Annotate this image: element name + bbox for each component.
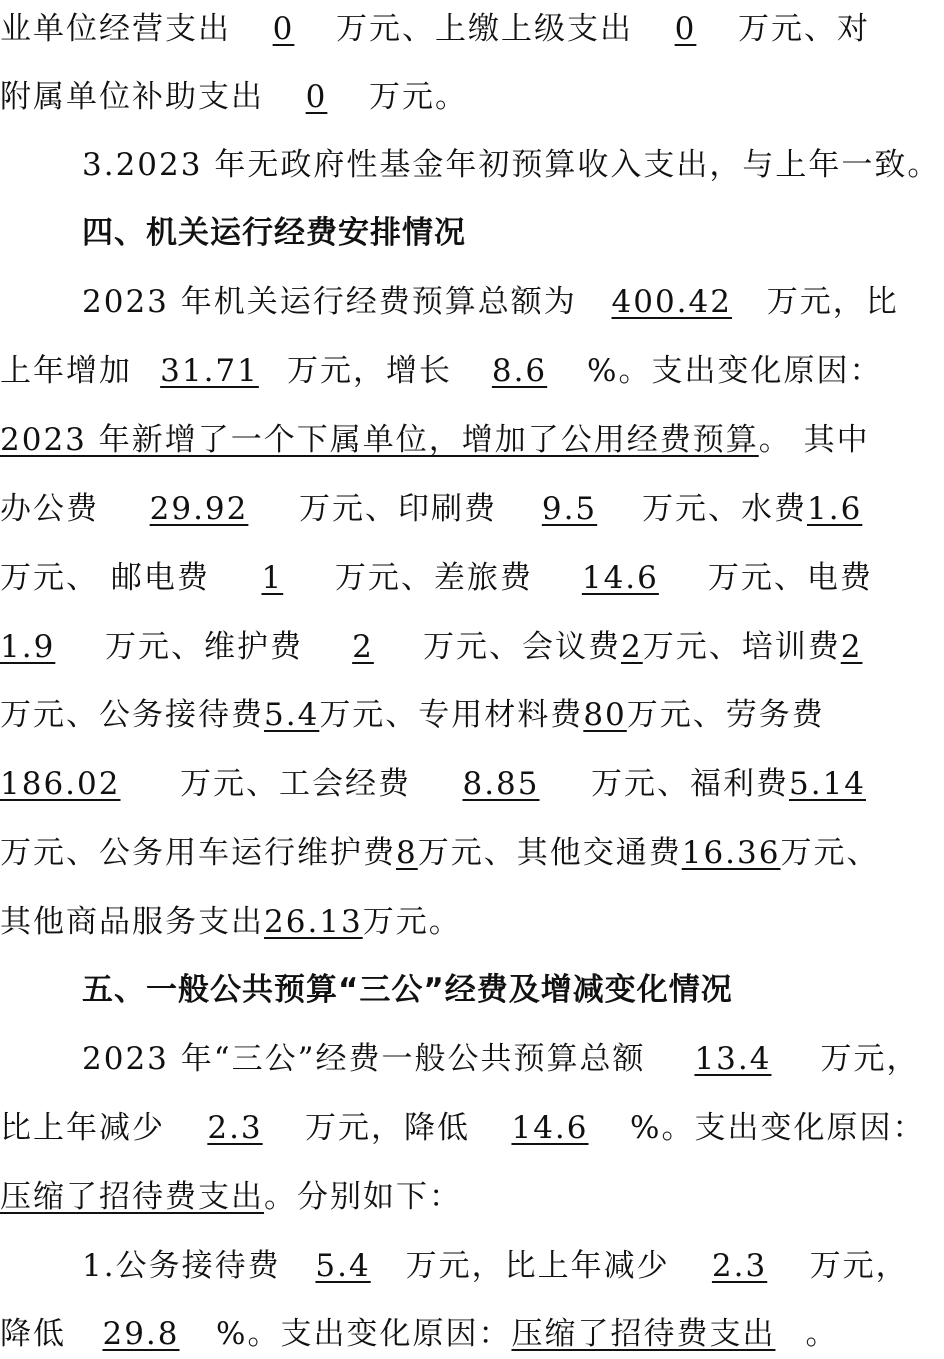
underlined-reason: 2023 年新增了一个下属单位，增加了公用经费预算 bbox=[0, 422, 759, 458]
text-line bbox=[0, 828, 944, 878]
text-segment: 万元、会议费 bbox=[423, 629, 621, 665]
text-line bbox=[0, 759, 944, 809]
filled-value: 29.8 bbox=[102, 1316, 180, 1352]
filled-value: 8 bbox=[396, 835, 418, 871]
text-line bbox=[0, 1309, 944, 1359]
text-segment: 万元、水费 bbox=[642, 491, 807, 527]
text-line bbox=[0, 690, 944, 740]
section-heading bbox=[0, 965, 944, 1015]
text-line bbox=[0, 484, 944, 534]
underlined-reason: 压缩了招待费支出 bbox=[511, 1316, 776, 1352]
text-segment: 万元。 bbox=[369, 79, 468, 115]
section-heading bbox=[0, 208, 944, 258]
text-segment: 万元、 bbox=[780, 835, 880, 871]
text-segment: 。 其中 bbox=[758, 422, 870, 458]
filled-value: 2 bbox=[352, 629, 374, 665]
text-segment: 万元、上缴上级支出 bbox=[336, 11, 633, 47]
text-segment: 万元、培训费 bbox=[642, 629, 841, 665]
heading-text: 五、一般公共预算“三公”经费及增减变化情况 bbox=[82, 972, 733, 1008]
text-segment: 2023 年“三公”经费一般公共预算总额 bbox=[82, 1041, 646, 1077]
text-line bbox=[0, 553, 944, 603]
filled-value: 400.42 bbox=[611, 284, 732, 320]
text-segment: 万元、印刷费 bbox=[299, 491, 497, 527]
text-line bbox=[0, 1103, 944, 1153]
filled-value: 9.5 bbox=[541, 491, 598, 527]
text-segment: 万元、电费 bbox=[707, 560, 873, 596]
filled-value: 2.3 bbox=[711, 1248, 768, 1284]
filled-value: 8.85 bbox=[462, 766, 540, 802]
text-segment: 万元、公务接待费 bbox=[0, 697, 264, 733]
text-segment: %。支出变化原因： bbox=[587, 353, 883, 389]
filled-value: 5.14 bbox=[789, 766, 867, 802]
text-segment: 。 bbox=[805, 1316, 839, 1352]
text-segment: 万元，比上年减少 bbox=[405, 1248, 670, 1284]
filled-value: 0 bbox=[674, 11, 697, 47]
filled-value: 1.9 bbox=[0, 629, 56, 665]
text-line bbox=[0, 140, 944, 190]
underlined-reason: 压缩了招待费支出 bbox=[0, 1179, 264, 1215]
text-segment: 万元， bbox=[809, 1248, 909, 1284]
filled-value: 16.36 bbox=[681, 835, 781, 871]
text-line bbox=[0, 4, 944, 54]
text-segment: %。支出变化原因： bbox=[216, 1316, 512, 1352]
text-segment: 万元、差旅费 bbox=[334, 560, 533, 596]
text-segment: 万元、其他交通费 bbox=[417, 835, 682, 871]
filled-value: 0 bbox=[272, 11, 295, 47]
filled-value: 1.6 bbox=[807, 491, 863, 527]
text-line bbox=[0, 415, 944, 465]
text-segment: 万元、对 bbox=[738, 11, 870, 47]
text-segment: 万元、公务用车运行维护费 bbox=[0, 835, 396, 871]
text-segment: 万元，增长 bbox=[287, 353, 452, 389]
text-segment: 办公费 bbox=[0, 491, 99, 527]
text-segment: 万元、专用材料费 bbox=[319, 697, 584, 733]
text-segment: 其他商品服务支出 bbox=[0, 904, 264, 940]
text-line bbox=[0, 622, 944, 672]
filled-value: 26.13 bbox=[264, 904, 363, 940]
filled-value: 14.6 bbox=[581, 560, 659, 596]
text-segment: 上年增加 bbox=[0, 353, 132, 389]
filled-value: 29.92 bbox=[149, 491, 249, 527]
text-segment: 降低 bbox=[0, 1316, 66, 1352]
filled-value: 13.4 bbox=[694, 1041, 772, 1077]
heading-text: 四、机关运行经费安排情况 bbox=[82, 215, 466, 251]
text-segment: 3.2023 年无政府性基金年初预算收入支出，与上年一致。 bbox=[82, 147, 941, 183]
text-segment: 万元、工会经费 bbox=[180, 766, 411, 802]
text-line bbox=[0, 72, 944, 122]
text-segment: 1.公务接待费 bbox=[82, 1248, 281, 1284]
text-segment: 附属单位补助支出 bbox=[0, 79, 264, 115]
text-line bbox=[0, 1172, 944, 1222]
text-segment: 万元，降低 bbox=[305, 1110, 470, 1146]
text-line bbox=[0, 277, 944, 327]
text-segment: 万元、 邮电费 bbox=[0, 560, 210, 596]
text-segment: 万元。 bbox=[362, 904, 462, 940]
text-segment: 业单位经营支出 bbox=[0, 11, 231, 47]
filled-value: 186.02 bbox=[0, 766, 121, 802]
text-segment: 万元， bbox=[820, 1041, 920, 1077]
filled-value: 5.4 bbox=[315, 1248, 371, 1284]
filled-value: 1 bbox=[261, 560, 284, 596]
text-segment: 万元、福利费 bbox=[591, 766, 789, 802]
text-segment: 万元、维护费 bbox=[105, 629, 303, 665]
filled-value: 2 bbox=[621, 629, 643, 665]
text-segment: 。分别如下： bbox=[264, 1179, 462, 1215]
text-line bbox=[0, 1241, 944, 1291]
text-segment: 比上年减少 bbox=[0, 1110, 165, 1146]
text-line bbox=[0, 1034, 944, 1084]
text-segment: 万元，比 bbox=[766, 284, 899, 320]
text-segment: 万元、劳务费 bbox=[626, 697, 825, 733]
filled-value: 8.6 bbox=[491, 353, 548, 389]
filled-value: 2.3 bbox=[207, 1110, 263, 1146]
filled-value: 0 bbox=[305, 79, 328, 115]
text-segment: 2023 年机关运行经费预算总额为 bbox=[82, 284, 577, 320]
filled-value: 31.71 bbox=[160, 353, 259, 389]
filled-value: 5.4 bbox=[264, 697, 320, 733]
filled-value: 14.6 bbox=[511, 1110, 589, 1146]
text-segment: %。支出变化原因： bbox=[630, 1110, 926, 1146]
filled-value: 80 bbox=[583, 697, 627, 733]
text-line bbox=[0, 897, 944, 947]
text-line bbox=[0, 346, 944, 396]
filled-value: 2 bbox=[840, 629, 863, 665]
